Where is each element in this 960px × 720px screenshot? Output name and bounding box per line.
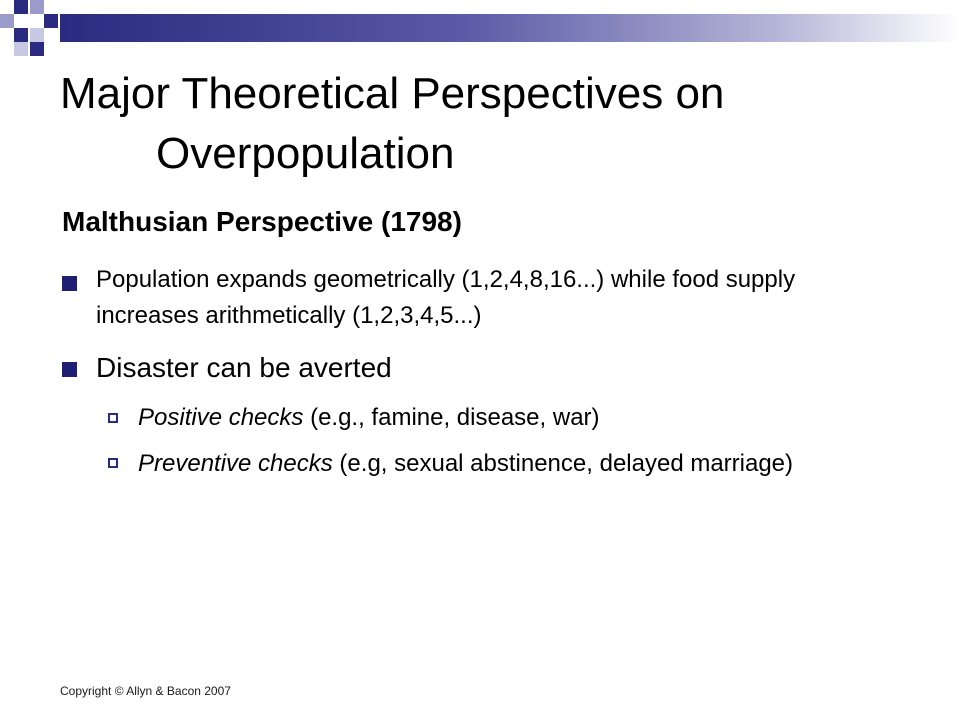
title-line-1: Major Theoretical Perspectives on: [60, 69, 725, 118]
deco-square: [44, 14, 58, 28]
square-bullet-icon: [62, 276, 77, 291]
deco-square: [14, 0, 28, 14]
bullet-text: Disaster can be averted: [96, 352, 392, 383]
square-bullet-icon: [62, 362, 77, 377]
sub-bullet-rest: (e.g., famine, disease, war): [303, 404, 600, 431]
sub-bullet-emphasis: Positive checks: [138, 404, 304, 431]
deco-square: [30, 42, 44, 56]
hollow-square-bullet-icon: [108, 458, 118, 468]
deco-square: [0, 14, 14, 28]
title-line-2: Overpopulation: [156, 129, 455, 178]
deco-square: [30, 0, 44, 14]
sub-bullet-text: [138, 446, 898, 481]
sub-bullet-emphasis: Preventive checks: [138, 450, 333, 477]
corner-decoration: [0, 0, 60, 60]
sub-bullet-text: [138, 400, 898, 435]
hollow-square-bullet-icon: [108, 413, 118, 423]
deco-square: [14, 28, 28, 42]
sub-bullet-rest: (e.g, sexual abstinence, delayed marriage): [332, 450, 794, 477]
deco-square: [14, 42, 28, 56]
copyright-footer: Copyright © Allyn & Bacon 2007: [60, 684, 231, 698]
slide-title: [60, 64, 940, 184]
title-gradient-bar: [60, 14, 960, 42]
deco-square: [30, 28, 44, 42]
section-subheading: Malthusian Perspective (1798): [62, 206, 462, 237]
deco-square: [30, 14, 44, 28]
bullet-text: Population expands geometrically (1,2,4,8,16...) while food supply increases arithmetically (1,2,3,4,5...): [96, 266, 796, 329]
